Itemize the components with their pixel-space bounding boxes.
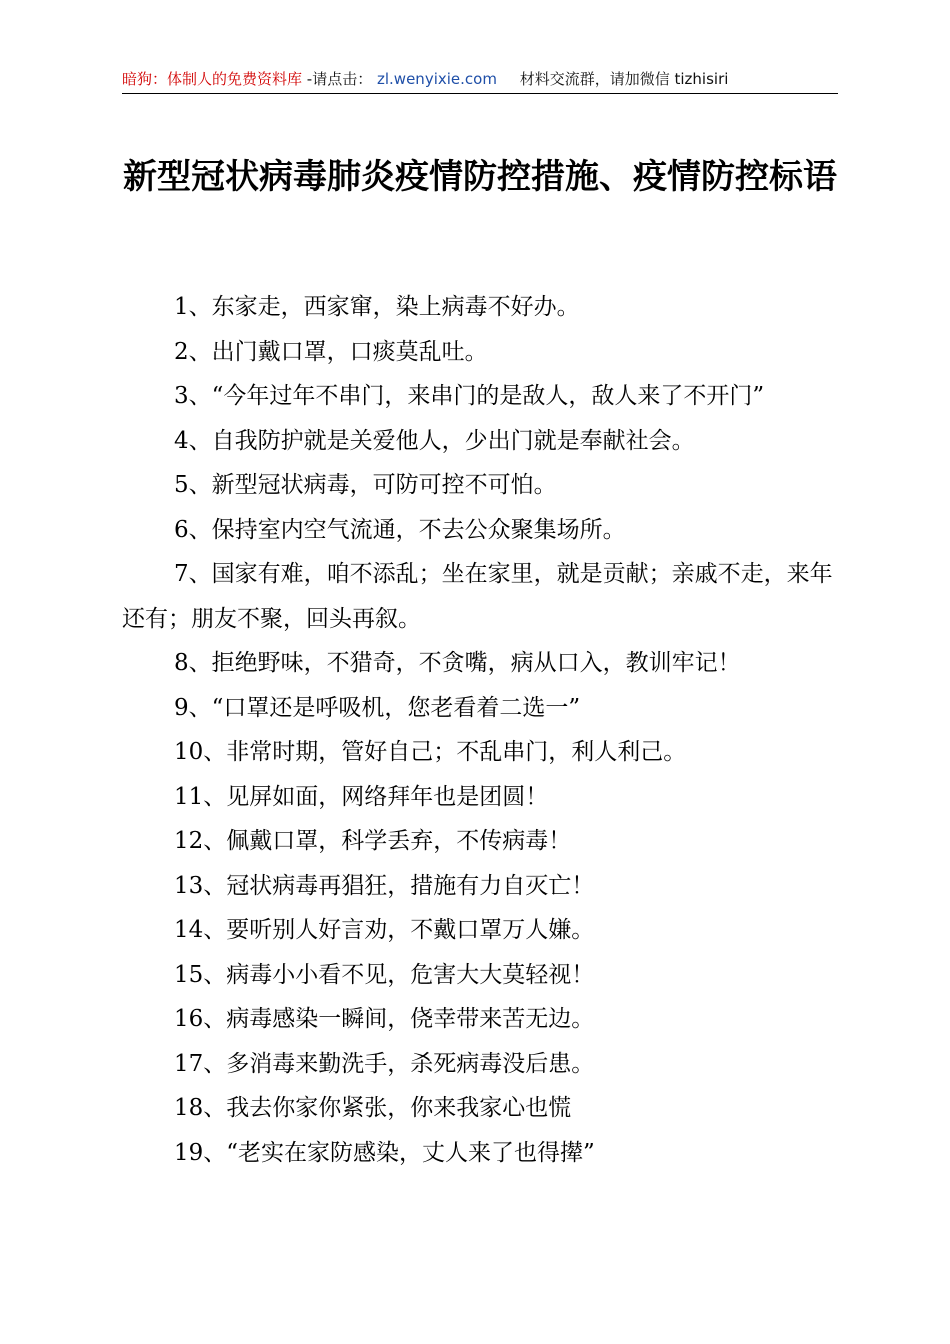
- list-item: 2、出门戴口罩，口痰莫乱吐。: [174, 338, 488, 365]
- document-title: 新型冠状病毒肺炎疫情防控措施、疫情防控标语: [123, 157, 837, 197]
- list-item: 11、见屏如面，网络拜年也是团圆！: [174, 783, 549, 810]
- list-item: 3、“今年过年不串门，来串门的是敌人，敌人来了不开门”: [174, 383, 765, 409]
- list-item: 9、“口罩还是呼吸机，您老看着二选一”: [174, 694, 581, 721]
- list-item: 15、病毒小小看不见，危害大大莫轻视！: [174, 961, 595, 988]
- list-item: 6、保持室内空气流通，不去公众聚集场所。: [174, 516, 626, 543]
- list-item: 14、要听别人好言劝，不戴口罩万人嫌。: [174, 917, 595, 943]
- slogan-list: [122, 285, 838, 1175]
- header-url-link[interactable]: zl.wenyixie.com: [377, 70, 497, 88]
- list-item: 18、我去你家你紧张，你来我家心也慌: [174, 1095, 572, 1121]
- header-divider: [122, 93, 838, 94]
- list-item: 8、拒绝野味，不猎奇，不贪嘴，病从口入，教训牢记！: [174, 650, 741, 676]
- list-item: 1、东家走，西家窜，染上病毒不好办。: [174, 294, 580, 320]
- header-site-label: 暗狗：体制人的免费资料库: [122, 70, 303, 88]
- list-item: 5、新型冠状病毒，可防可控不可怕。: [174, 472, 557, 498]
- list-item: 17、多消毒来勤洗手，杀死病毒没后患。: [174, 1050, 595, 1077]
- list-item: 16、病毒感染一瞬间，侥幸带来苦无边。: [174, 1006, 595, 1032]
- list-item: 13、冠状病毒再猖狂，措施有力自灭亡！: [174, 872, 595, 899]
- list-item: 19、“老实在家防感染，丈人来了也得撵”: [174, 1139, 595, 1166]
- page-header: [122, 68, 838, 90]
- header-group-label: 材料交流群，请加微信 tizhisiri: [519, 70, 729, 88]
- list-item: 10、非常时期，管好自己；不乱串门，利人利己。: [174, 739, 687, 765]
- list-item: 4、自我防护就是关爱他人，少出门就是奉献社会。: [174, 427, 695, 454]
- header-click-label: -请点击：: [306, 70, 373, 88]
- list-item: 7、国家有难，咱不添乱；坐在家里，就是贡献；亲戚不走，来年还有；朋友不聚，回头再叙。: [122, 561, 833, 632]
- list-item: 12、佩戴口罩，科学丢弃，不传病毒！: [174, 828, 572, 854]
